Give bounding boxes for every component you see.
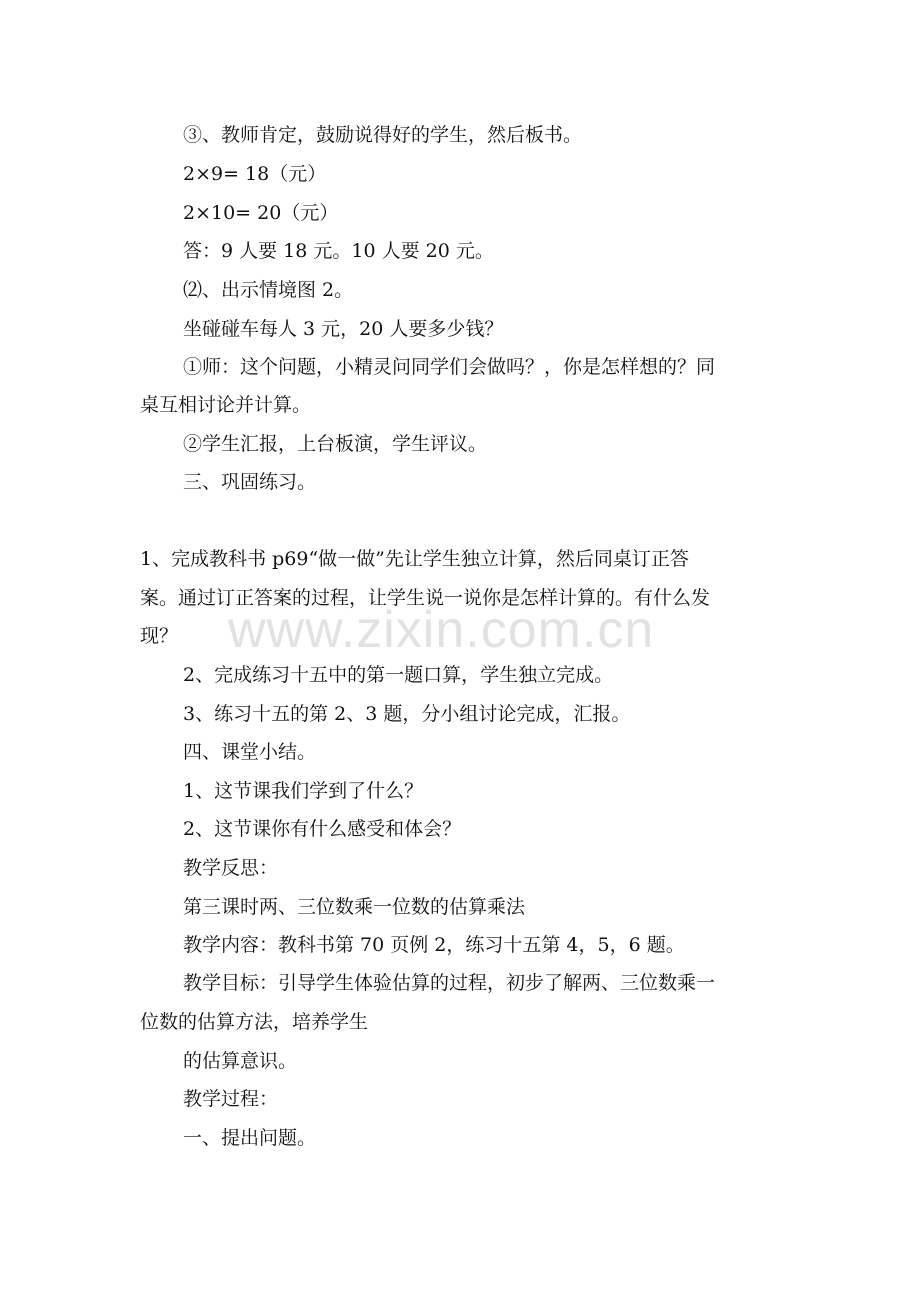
text-line: ②学生汇报，上台板演，学生评议。 bbox=[183, 433, 488, 455]
text-line: ③、教师肯定，鼓励说得好的学生，然后板书。 bbox=[183, 124, 583, 146]
text-line: 四、课堂小结。 bbox=[183, 741, 317, 763]
text-line: 位数的估算方法，培养学生 bbox=[140, 1011, 369, 1033]
text-line: 一、提出问题。 bbox=[183, 1127, 317, 1149]
text-line: 三、巩固练习。 bbox=[183, 471, 317, 493]
text-line: 第三课时两、三位数乘一位数的估算乘法 bbox=[183, 896, 526, 918]
text-line: 1、完成教科书 p69“做一做”先让学生独立计算，然后同桌订正答 bbox=[140, 548, 689, 570]
text-line: ①师：这个问题，小精灵问同学们会做吗？，你是怎样想的？同 bbox=[183, 356, 716, 378]
text-line: 2×10= 20（元） bbox=[183, 202, 339, 224]
text-line: 教学内容：教科书第 70 页例 2，练习十五第 4，5，6 题。 bbox=[183, 934, 685, 956]
text-line: 1、这节课我们学到了什么？ bbox=[183, 780, 424, 802]
text-line: 2×9= 18（元） bbox=[183, 163, 327, 185]
text-line: ⑵、出示情境图 2。 bbox=[183, 279, 354, 301]
text-line: 2、完成练习十五中的第一题口算，学生独立完成。 bbox=[183, 664, 614, 686]
text-line: 案。通过订正答案的过程，让学生说一说你是怎样计算的。有什么发 bbox=[140, 587, 711, 609]
text-line: 桌互相讨论并计算。 bbox=[140, 394, 312, 416]
text-line: 3、练习十五的第 2、3 题，分小组讨论完成，汇报。 bbox=[183, 703, 631, 725]
text-line: 的估算意识。 bbox=[183, 1050, 298, 1072]
watermark: www.zixin.com.cn bbox=[228, 601, 655, 659]
text-line: 现？ bbox=[140, 625, 179, 647]
text-line: 教学反思： bbox=[183, 857, 279, 879]
text-line: 2、这节课你有什么感受和体会？ bbox=[183, 818, 462, 840]
text-line: 坐碰碰车每人 3 元，20 人要多少钱？ bbox=[183, 318, 504, 340]
text-line: 教学目标：引导学生体验估算的过程，初步了解两、三位数乘一 bbox=[183, 972, 716, 994]
text-line: 教学过程： bbox=[183, 1088, 279, 1110]
text-line: 答：9 人要 18 元。10 人要 20 元。 bbox=[183, 240, 494, 262]
